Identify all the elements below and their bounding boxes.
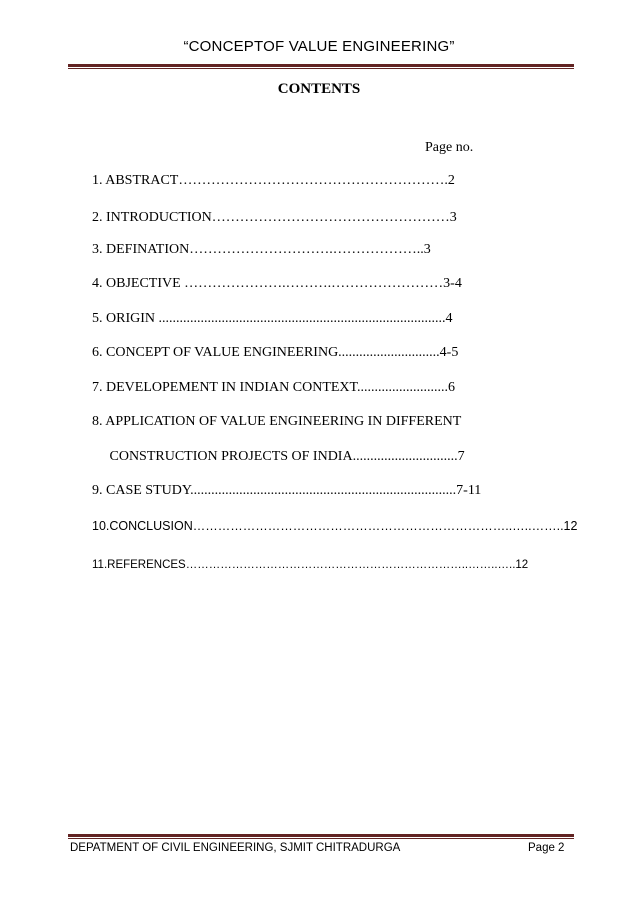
footer-page-number: Page 2 <box>528 842 565 854</box>
toc-entry-application: 8. APPLICATION OF VALUE ENGINEERING IN DIFFERENT <box>92 414 462 429</box>
page-header-title: “CONCEPTOF VALUE ENGINEERING” <box>183 38 455 55</box>
toc-entry-developement: 7. DEVELOPEMENT IN INDIAN CONTEXT..........................6 <box>92 380 456 395</box>
contents-heading: CONTENTS <box>277 81 361 97</box>
page-no-label: Page no. <box>425 140 474 155</box>
footer-rule-thin <box>68 838 574 839</box>
toc-entry-concept: 6. CONCEPT OF VALUE ENGINEERING.............................4-5 <box>92 345 459 360</box>
footer-rule-thick <box>68 834 574 837</box>
toc-entry-conclusion: 10.CONCLUSION…………………………………………………………………..…..……..12 <box>92 519 578 533</box>
toc-entry-defination: 3. DEFINATION………………………….………………..3 <box>92 242 431 257</box>
toc-entry-origin: 5. ORIGIN ..................................................................................4 <box>92 311 453 326</box>
footer-department: DEPATMENT OF CIVIL ENGINEERING, SJMIT CHITRADURGA <box>70 842 401 854</box>
toc-entry-case-study: 9. CASE STUDY............................................................................7-11 <box>92 483 482 498</box>
toc-entry-objective: 4. OBJECTIVE ………………….……….……………………3-4 <box>92 276 462 291</box>
toc-entry-abstract: 1. ABSTRACT………………………………………………….2 <box>92 173 455 188</box>
toc-entry-introduction: 2. INTRODUCTION……………………………………………3 <box>92 210 457 225</box>
header-rule-thin <box>68 68 574 69</box>
toc-entry-application-cont: CONSTRUCTION PROJECTS OF INDIA..............................7 <box>92 449 465 464</box>
toc-entry-references: 11.REFERENCES………………………………………………………………..……..…..12 <box>92 559 529 571</box>
header-rule-thick <box>68 64 574 67</box>
